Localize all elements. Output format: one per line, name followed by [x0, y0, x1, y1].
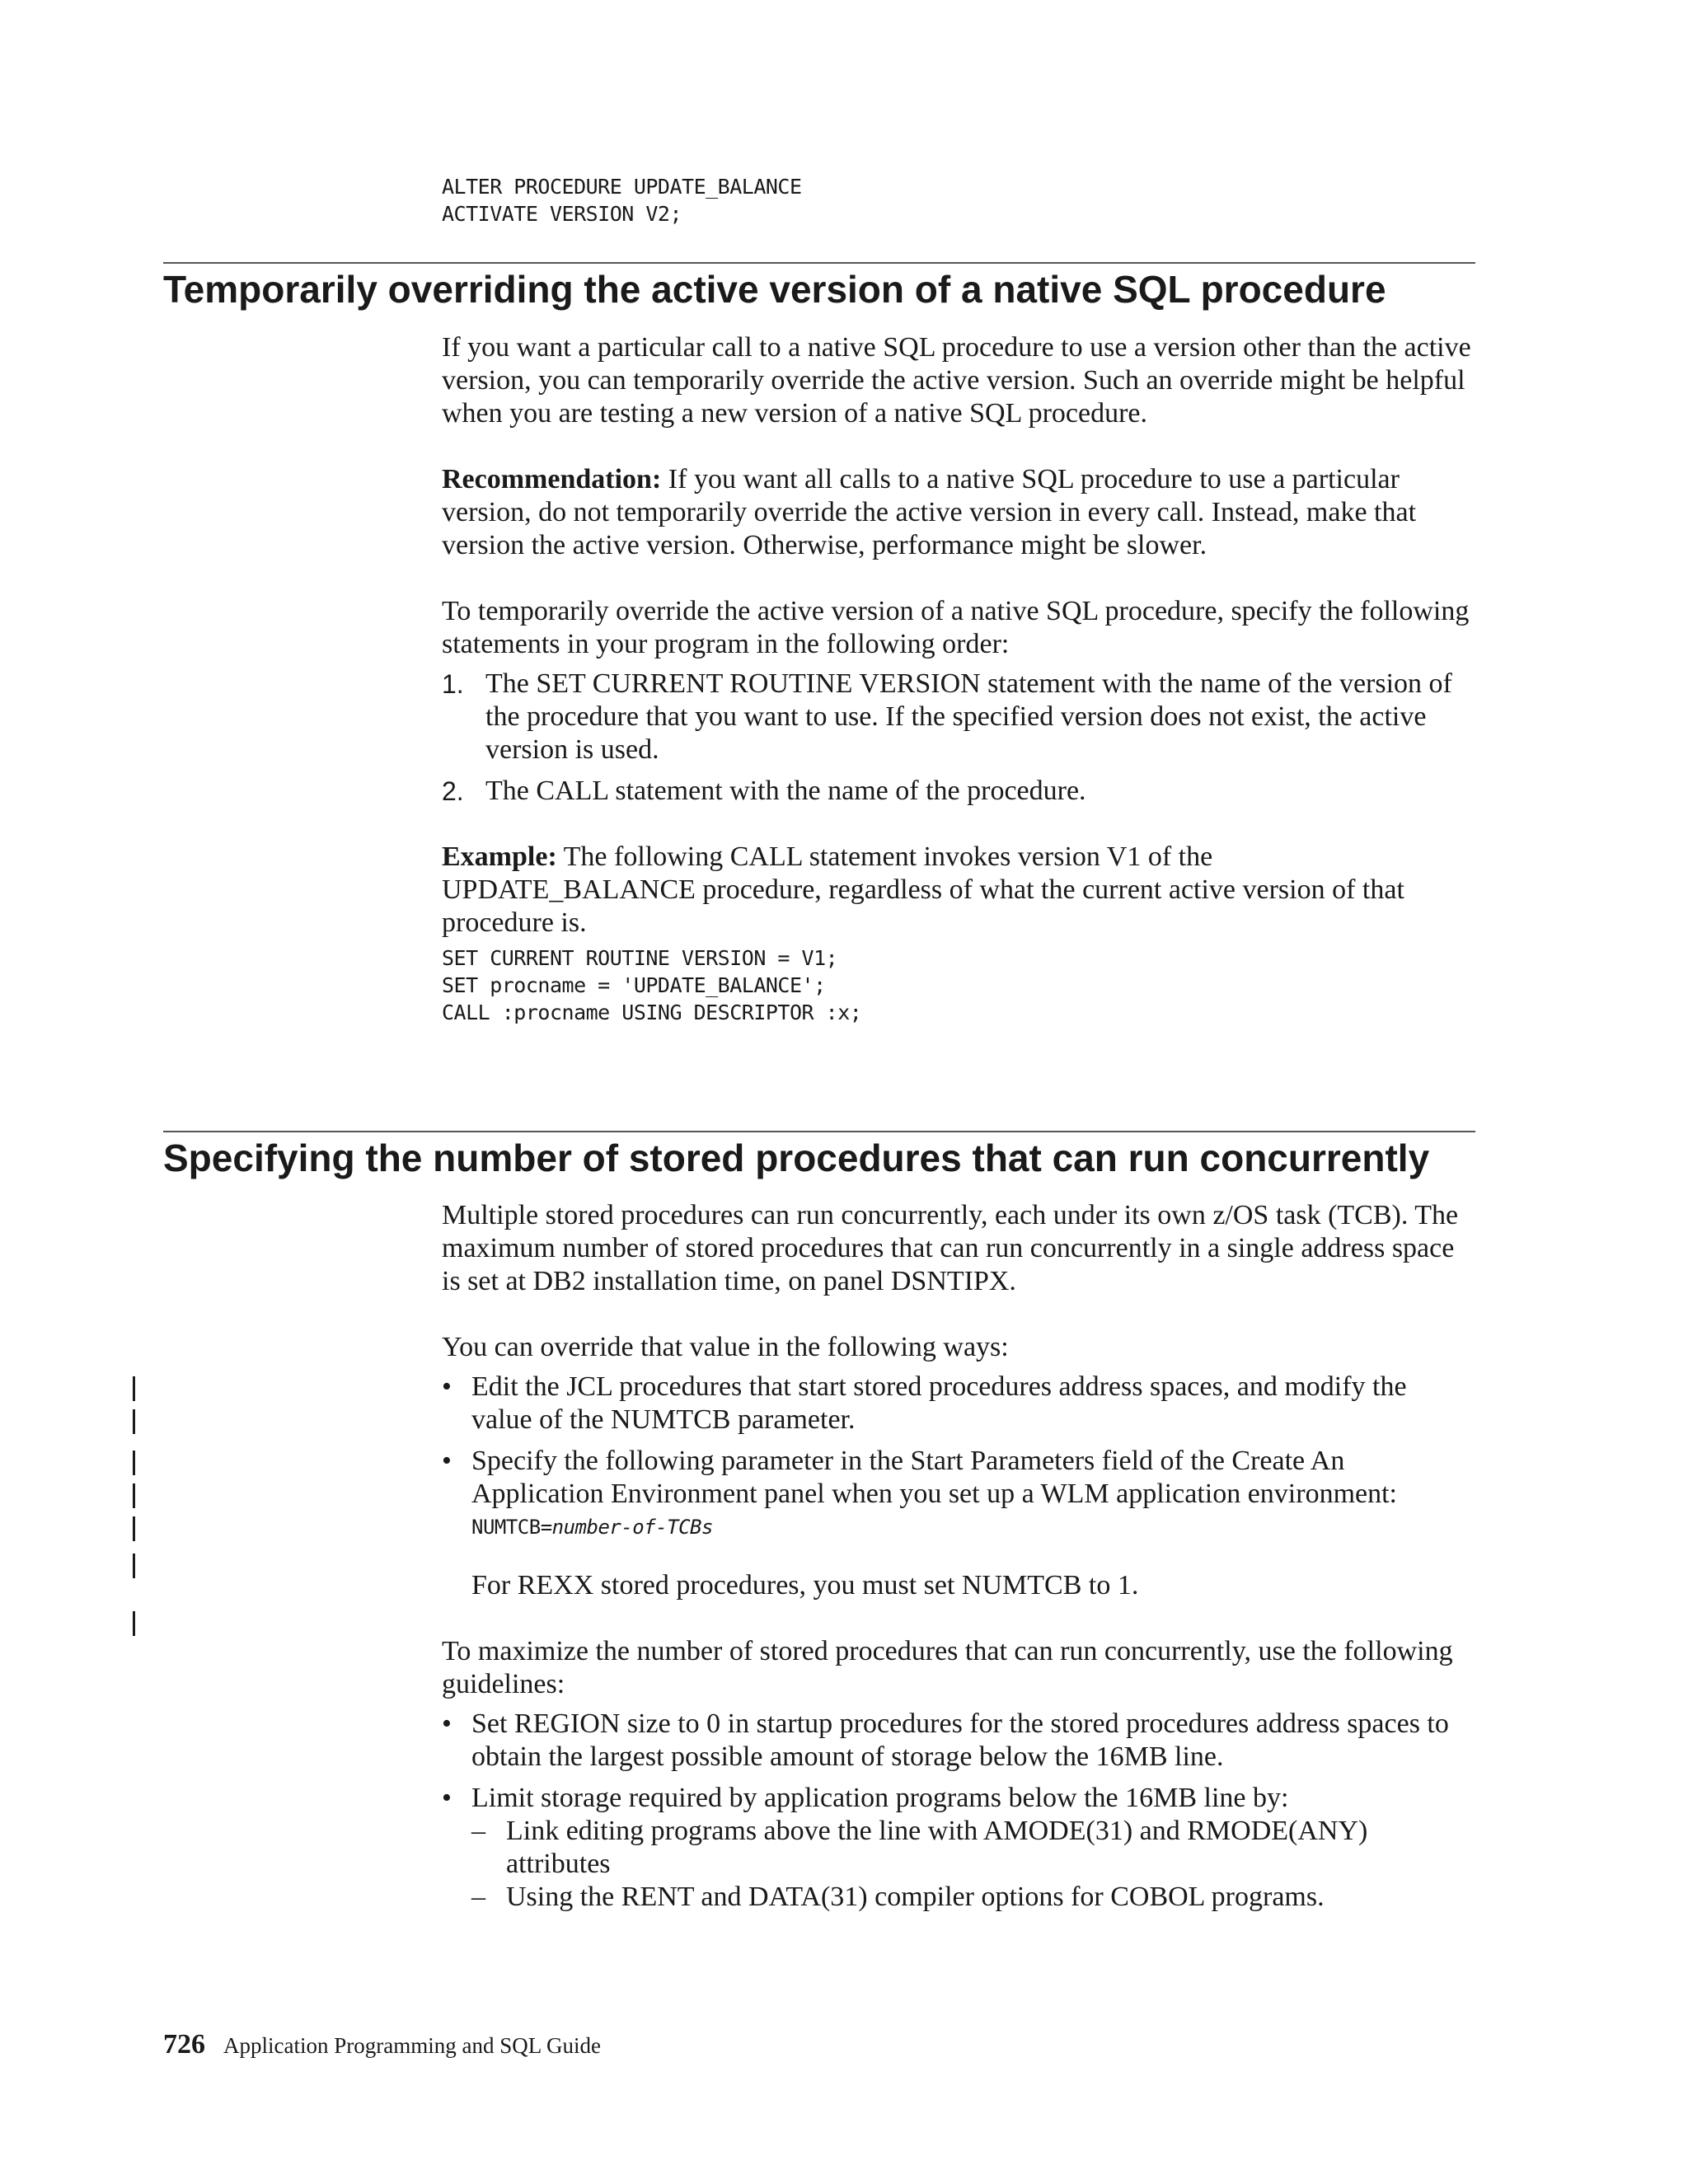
- list-item: [442, 775, 1472, 808]
- list-item-text: Set REGION size to 0 in startup procedures for the stored procedures address spaces to obtain the largest possible amount of storage below the 16MB line.: [471, 1708, 1449, 1772]
- change-bar: [133, 1516, 135, 1541]
- ordered-steps-list: [442, 668, 1472, 808]
- list-item: [471, 1815, 1472, 1881]
- example-paragraph: [442, 841, 1472, 940]
- list-item: [442, 1445, 1472, 1602]
- code-line: SET CURRENT ROUTINE VERSION = V1;: [442, 946, 838, 970]
- section-divider: [163, 1131, 1475, 1132]
- guidelines-list: [442, 1708, 1472, 1914]
- step-text: The SET CURRENT ROUTINE VERSION statement with the name of the version of the procedure that you want to use. If the specified version does not exist, the active version is used.: [485, 668, 1452, 765]
- list-item-text: Using the RENT and DATA(31) compiler options for COBOL programs.: [506, 1882, 1325, 1912]
- list-item-text: Limit storage required by application programs below the 16MB line by:: [471, 1783, 1289, 1813]
- change-bar: [133, 1611, 135, 1636]
- dash: –: [471, 1816, 485, 1846]
- section-divider: [163, 262, 1475, 264]
- list-item: [442, 668, 1472, 766]
- page-number: 726: [163, 2029, 205, 2060]
- recommendation-label: Recommendation:: [442, 464, 662, 494]
- section-heading-concurrent-procedures: Specifying the number of stored procedures that can run concurrently: [163, 1137, 1430, 1179]
- section-body-concurrent-procedures: [442, 1199, 1472, 1914]
- bullet: •: [442, 1371, 452, 1402]
- code-line: CALL :procname USING DESCRIPTOR :x;: [442, 1001, 862, 1024]
- paragraph: To temporarily override the active version of a native SQL procedure, specify the following statements in your program in the following order:: [442, 596, 1470, 659]
- change-bar: [133, 1554, 135, 1578]
- paragraph: To maximize the number of stored procedures that can run concurrently, use the following guidelines:: [442, 1636, 1453, 1699]
- section-heading-override-version: Temporarily overriding the active version of a native SQL procedure: [163, 268, 1386, 311]
- code-block-activate: [442, 173, 1472, 227]
- change-bar: [133, 1409, 135, 1434]
- numtcb-keyword: NUMTCB=: [471, 1516, 552, 1539]
- numtcb-variable: number-of-TCBs: [551, 1516, 713, 1539]
- bullet: •: [442, 1708, 452, 1739]
- numtcb-syntax: [471, 1514, 1472, 1541]
- paragraph: If you want a particular call to a native SQL procedure to use a version other than the active version, you can temporarily override the active version. Such an override might be helpful when you are testing a new version of a native SQL procedure.: [442, 332, 1471, 429]
- book-title: Application Programming and SQL Guide: [223, 2033, 601, 2058]
- example-text: The following CALL statement invokes version V1 of the UPDATE_BALANCE procedure, regardless of what the current active version of that procedure is.: [442, 841, 1404, 938]
- paragraph: Multiple stored procedures can run concurrently, each under its own z/OS task (TCB). The maximum number of stored procedures that can run concurrently in a single address space is set at DB2 installation time, on panel DSNTIPX.: [442, 1200, 1459, 1296]
- dash: –: [471, 1882, 485, 1912]
- code-block-example: [442, 944, 1472, 1026]
- bullet: •: [442, 1446, 452, 1476]
- list-item-text: Specify the following parameter in the Start Parameters field of the Create An Application Environment panel when you set up a WLM application environment:: [471, 1446, 1397, 1509]
- sub-guidelines-list: [471, 1815, 1472, 1914]
- step-text: The CALL statement with the name of the procedure.: [485, 776, 1086, 806]
- code-line: ALTER PROCEDURE UPDATE_BALANCE: [442, 175, 802, 199]
- list-item: [471, 1881, 1472, 1914]
- step-number: 1.: [442, 669, 464, 699]
- recommendation-paragraph: [442, 463, 1472, 562]
- example-label: Example:: [442, 841, 557, 872]
- list-item: [442, 1782, 1472, 1914]
- change-bar: [133, 1451, 135, 1475]
- rexx-note: For REXX stored procedures, you must set NUMTCB to 1.: [471, 1570, 1139, 1601]
- code-line: SET procname = 'UPDATE_BALANCE';: [442, 973, 826, 997]
- list-item: [442, 1708, 1472, 1774]
- override-ways-list: [442, 1371, 1472, 1602]
- paragraph: You can override that value in the following ways:: [442, 1332, 1009, 1362]
- step-number: 2.: [442, 776, 464, 806]
- bullet: •: [442, 1783, 452, 1813]
- recommendation-text: If you want all calls to a native SQL procedure to use a particular version, do not temporarily override the active version in every call. Instead, make that version the active version. Otherwise, performance might be slower.: [442, 464, 1417, 560]
- page-footer: [163, 2029, 601, 2060]
- change-bar: [133, 1376, 135, 1401]
- list-item: [442, 1371, 1472, 1436]
- list-item-text: Edit the JCL procedures that start stored procedures address spaces, and modify the value of the NUMTCB parameter.: [471, 1371, 1407, 1435]
- code-line: ACTIVATE VERSION V2;: [442, 202, 682, 226]
- section-body-override-version: [442, 331, 1472, 1026]
- change-bar: [133, 1483, 135, 1508]
- list-item-text: Link editing programs above the line with AMODE(31) and RMODE(ANY) attributes: [506, 1816, 1368, 1879]
